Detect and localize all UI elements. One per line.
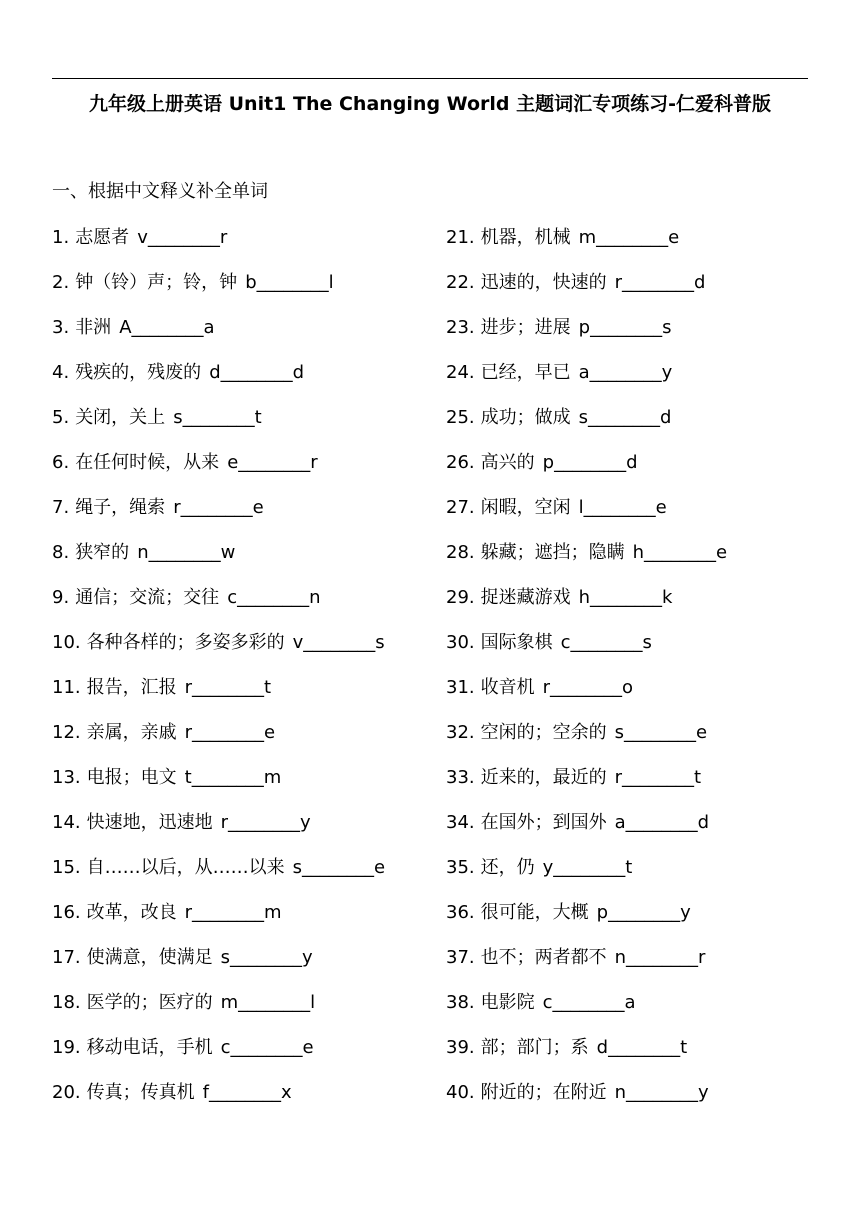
item-word-blank: r________m xyxy=(184,902,282,923)
item-word-blank: c________n xyxy=(227,587,321,608)
exercise-item xyxy=(52,492,432,537)
item-number: 33. xyxy=(446,767,475,788)
item-meaning: 高兴的 xyxy=(480,452,535,473)
item-number: 5. xyxy=(52,407,70,428)
item-word-blank: r________e xyxy=(173,497,264,518)
item-meaning: 很可能，大概 xyxy=(480,902,589,923)
item-word-blank: s________e xyxy=(292,857,386,878)
item-number: 27. xyxy=(446,497,475,518)
item-meaning: 成功；做成 xyxy=(480,407,571,428)
item-meaning: 狭窄的 xyxy=(75,542,130,563)
item-number: 21. xyxy=(446,227,475,248)
item-number: 32. xyxy=(446,722,475,743)
item-word-blank: t________m xyxy=(184,767,282,788)
item-number: 3. xyxy=(52,317,70,338)
exercise-item xyxy=(446,312,826,357)
left-column xyxy=(52,222,432,1122)
exercise-item xyxy=(446,582,826,627)
exercise-item xyxy=(446,897,826,942)
item-word-blank: r________y xyxy=(220,812,311,833)
item-meaning: 电影院 xyxy=(480,992,535,1013)
item-number: 12. xyxy=(52,722,81,743)
item-number: 20. xyxy=(52,1082,81,1103)
item-number: 36. xyxy=(446,902,475,923)
exercise-item xyxy=(52,1032,432,1077)
item-meaning: 近来的，最近的 xyxy=(480,767,607,788)
section-heading: 一、根据中文释义补全单词 xyxy=(52,181,268,202)
item-number: 23. xyxy=(446,317,475,338)
exercise-item xyxy=(446,627,826,672)
item-word-blank: A________a xyxy=(119,317,215,338)
exercise-item xyxy=(52,627,432,672)
item-word-blank: a________d xyxy=(614,812,710,833)
item-meaning: 通信；交流；交往 xyxy=(75,587,220,608)
item-meaning: 各种各样的；多姿多彩的 xyxy=(86,632,285,653)
item-meaning: 传真；传真机 xyxy=(86,1082,195,1103)
item-word-blank: n________y xyxy=(614,1082,709,1103)
item-word-blank: y________t xyxy=(542,857,633,878)
item-number: 29. xyxy=(446,587,475,608)
item-number: 14. xyxy=(52,812,81,833)
item-meaning: 机器，机械 xyxy=(480,227,571,248)
item-word-blank: d________t xyxy=(596,1037,688,1058)
exercise-item xyxy=(446,537,826,582)
item-number: 39. xyxy=(446,1037,475,1058)
exercise-item xyxy=(52,267,432,312)
item-number: 28. xyxy=(446,542,475,563)
item-number: 10. xyxy=(52,632,81,653)
item-number: 26. xyxy=(446,452,475,473)
item-number: 30. xyxy=(446,632,475,653)
item-meaning: 移动电话，手机 xyxy=(86,1037,213,1058)
item-word-blank: c________s xyxy=(560,632,652,653)
item-number: 34. xyxy=(446,812,475,833)
item-meaning: 进步；进展 xyxy=(480,317,571,338)
item-meaning: 自……以后，从……以来 xyxy=(86,857,285,878)
exercise-item xyxy=(446,762,826,807)
item-word-blank: r________d xyxy=(614,272,706,293)
item-meaning: 使满意，使满足 xyxy=(86,947,213,968)
item-meaning: 也不；两者都不 xyxy=(480,947,607,968)
item-meaning: 迅速的，快速的 xyxy=(480,272,607,293)
exercise-item xyxy=(446,1077,826,1122)
exercise-item xyxy=(446,447,826,492)
exercise-item xyxy=(52,852,432,897)
exercise-item xyxy=(52,762,432,807)
item-word-blank: m________l xyxy=(220,992,316,1013)
exercise-item xyxy=(446,942,826,987)
exercise-item xyxy=(52,582,432,627)
exercise-item xyxy=(446,987,826,1032)
item-number: 1. xyxy=(52,227,70,248)
item-number: 16. xyxy=(52,902,81,923)
item-number: 40. xyxy=(446,1082,475,1103)
item-meaning: 关闭，关上 xyxy=(75,407,166,428)
item-word-blank: c________e xyxy=(220,1037,314,1058)
item-number: 11. xyxy=(52,677,81,698)
exercise-item xyxy=(52,672,432,717)
exercise-item xyxy=(52,402,432,447)
exercise-item xyxy=(52,357,432,402)
exercise-item xyxy=(52,537,432,582)
item-number: 4. xyxy=(52,362,70,383)
item-word-blank: r________t xyxy=(614,767,702,788)
item-meaning: 医学的；医疗的 xyxy=(86,992,213,1013)
item-meaning: 已经，早已 xyxy=(480,362,571,383)
item-number: 22. xyxy=(446,272,475,293)
exercise-item xyxy=(446,267,826,312)
item-meaning: 钟（铃）声；铃，钟 xyxy=(75,272,238,293)
exercise-item xyxy=(446,492,826,537)
item-meaning: 捉迷藏游戏 xyxy=(480,587,571,608)
item-word-blank: c________a xyxy=(542,992,636,1013)
item-number: 2. xyxy=(52,272,70,293)
item-meaning: 非洲 xyxy=(75,317,112,338)
item-word-blank: v________r xyxy=(137,227,228,248)
item-meaning: 在任何时候，从来 xyxy=(75,452,220,473)
item-number: 19. xyxy=(52,1037,81,1058)
item-word-blank: f________x xyxy=(202,1082,292,1103)
exercise-item xyxy=(52,807,432,852)
item-meaning: 附近的；在附近 xyxy=(480,1082,607,1103)
item-meaning: 收音机 xyxy=(480,677,535,698)
exercise-item xyxy=(446,717,826,762)
exercise-item xyxy=(52,1077,432,1122)
item-meaning: 报告，汇报 xyxy=(86,677,177,698)
item-meaning: 亲属，亲戚 xyxy=(86,722,177,743)
item-number: 24. xyxy=(446,362,475,383)
exercise-item xyxy=(446,807,826,852)
exercise-item xyxy=(446,222,826,267)
item-number: 35. xyxy=(446,857,475,878)
item-word-blank: s________y xyxy=(220,947,313,968)
document-title: 九年级上册英语 Unit1 The Changing World 主题词汇专项练习-仁爱科普版 xyxy=(89,93,771,115)
exercise-item xyxy=(52,447,432,492)
item-word-blank: p________s xyxy=(578,317,672,338)
right-column xyxy=(446,222,826,1122)
item-meaning: 国际象棋 xyxy=(480,632,553,653)
item-word-blank: h________k xyxy=(578,587,673,608)
item-number: 13. xyxy=(52,767,81,788)
item-word-blank: d________d xyxy=(209,362,305,383)
item-word-blank: n________w xyxy=(137,542,236,563)
item-meaning: 躲藏；遮挡；隐瞒 xyxy=(480,542,625,563)
item-word-blank: r________e xyxy=(184,722,276,743)
item-word-blank: b________l xyxy=(245,272,334,293)
item-word-blank: m________e xyxy=(578,227,680,248)
item-meaning: 残疾的，残废的 xyxy=(75,362,202,383)
item-meaning: 空闲的；空余的 xyxy=(480,722,607,743)
item-meaning: 还，仍 xyxy=(480,857,535,878)
item-word-blank: p________d xyxy=(542,452,638,473)
item-number: 18. xyxy=(52,992,81,1013)
item-meaning: 志愿者 xyxy=(75,227,130,248)
item-meaning: 快速地，迅速地 xyxy=(86,812,213,833)
item-meaning: 电报；电文 xyxy=(86,767,177,788)
exercise-item xyxy=(446,852,826,897)
item-number: 15. xyxy=(52,857,81,878)
item-number: 37. xyxy=(446,947,475,968)
item-word-blank: s________t xyxy=(173,407,262,428)
item-word-blank: s________e xyxy=(614,722,708,743)
item-word-blank: r________o xyxy=(542,677,634,698)
item-number: 8. xyxy=(52,542,70,563)
item-number: 9. xyxy=(52,587,70,608)
item-number: 7. xyxy=(52,497,70,518)
item-word-blank: s________d xyxy=(578,407,672,428)
exercise-item xyxy=(52,312,432,357)
item-number: 31. xyxy=(446,677,475,698)
item-word-blank: p________y xyxy=(596,902,691,923)
item-word-blank: a________y xyxy=(578,362,673,383)
item-number: 6. xyxy=(52,452,70,473)
item-word-blank: l________e xyxy=(578,497,667,518)
item-word-blank: v________s xyxy=(292,632,385,653)
exercise-item xyxy=(446,402,826,447)
exercise-item xyxy=(52,987,432,1032)
item-number: 25. xyxy=(446,407,475,428)
top-rule xyxy=(52,78,808,79)
item-number: 38. xyxy=(446,992,475,1013)
item-meaning: 闲暇，空闲 xyxy=(480,497,571,518)
item-word-blank: r________t xyxy=(184,677,272,698)
exercise-item xyxy=(52,897,432,942)
item-meaning: 改革，改良 xyxy=(86,902,177,923)
exercise-item xyxy=(446,1032,826,1077)
exercise-item xyxy=(52,717,432,762)
exercise-item xyxy=(52,222,432,267)
exercise-item xyxy=(52,942,432,987)
exercise-item xyxy=(446,357,826,402)
item-meaning: 绳子，绳索 xyxy=(75,497,166,518)
item-meaning: 部；部门；系 xyxy=(480,1037,589,1058)
item-number: 17. xyxy=(52,947,81,968)
item-word-blank: h________e xyxy=(632,542,728,563)
item-meaning: 在国外；到国外 xyxy=(480,812,607,833)
item-word-blank: e________r xyxy=(227,452,318,473)
item-word-blank: n________r xyxy=(614,947,706,968)
exercise-item xyxy=(446,672,826,717)
